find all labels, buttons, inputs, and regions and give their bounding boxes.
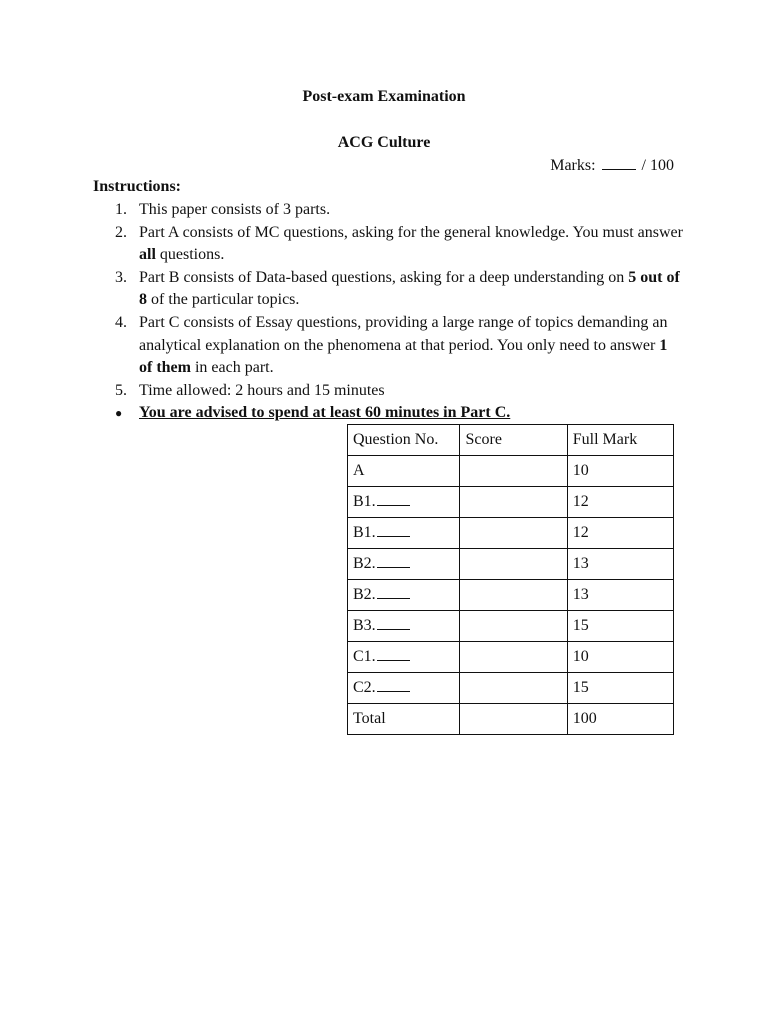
bullet-icon: ● bbox=[115, 406, 123, 421]
instruction-number: 1. bbox=[115, 201, 127, 218]
score-cell[interactable] bbox=[460, 487, 567, 518]
score-cell[interactable] bbox=[460, 704, 567, 735]
instruction-number: 5. bbox=[115, 381, 127, 399]
instruction-text: Part C consists of Essay questions, providing a large range of topics demanding an analytical explanation on the phenomena at that period. You only need to answer bbox=[139, 313, 668, 354]
instruction-advice: You are advised to spend at least 60 minutes in Part C. bbox=[139, 404, 511, 422]
table-row bbox=[348, 487, 674, 518]
score-cell[interactable] bbox=[460, 580, 567, 611]
table-row bbox=[348, 642, 674, 673]
table-row bbox=[348, 518, 674, 549]
instructions-heading: Instructions: bbox=[93, 178, 182, 195]
instruction-text: in each part. bbox=[190, 359, 274, 377]
full-mark-cell: 10 bbox=[567, 456, 673, 487]
instruction-item bbox=[93, 222, 683, 267]
question-number-blank[interactable] bbox=[377, 555, 410, 568]
table-row bbox=[348, 673, 674, 704]
table-row bbox=[348, 549, 674, 580]
table-row bbox=[348, 456, 674, 487]
instruction-text: Part B consists of Data-based questions, asking for a deep understanding on bbox=[139, 268, 629, 286]
question-cell bbox=[348, 549, 460, 580]
question-number-blank[interactable] bbox=[377, 617, 410, 630]
score-cell[interactable] bbox=[460, 611, 567, 642]
question-cell bbox=[348, 456, 460, 487]
question-label: B1. bbox=[353, 493, 376, 510]
marks-total: / 100 bbox=[641, 157, 674, 174]
score-cell[interactable] bbox=[460, 518, 567, 549]
question-label: B3. bbox=[353, 617, 376, 634]
marks-label: Marks: bbox=[550, 157, 596, 174]
question-label: Total bbox=[353, 710, 386, 727]
header-question-no: Question No. bbox=[348, 425, 460, 456]
question-cell bbox=[348, 611, 460, 642]
instruction-text: questions. bbox=[155, 246, 225, 264]
question-cell bbox=[348, 642, 460, 673]
full-mark-cell: 15 bbox=[567, 611, 673, 642]
score-cell[interactable] bbox=[460, 642, 567, 673]
instruction-number: 4. bbox=[115, 313, 127, 331]
instruction-emphasis: all bbox=[139, 246, 156, 264]
header-full-mark: Full Mark bbox=[567, 425, 673, 456]
full-mark-cell: 12 bbox=[567, 487, 673, 518]
score-cell[interactable] bbox=[460, 456, 567, 487]
marks-line bbox=[550, 155, 674, 176]
document-subtitle: ACG Culture bbox=[337, 134, 431, 151]
table-row bbox=[348, 611, 674, 642]
instruction-text: This paper consists of 3 parts. bbox=[139, 201, 331, 218]
full-mark-cell: 15 bbox=[567, 673, 673, 704]
instruction-emphasis: 1 of them bbox=[139, 336, 668, 377]
instruction-item bbox=[93, 267, 683, 312]
score-cell[interactable] bbox=[460, 673, 567, 704]
question-label: B2. bbox=[353, 586, 376, 603]
question-cell bbox=[348, 704, 460, 735]
instruction-text: of the particular topics. bbox=[147, 291, 300, 309]
instruction-text: Time allowed: 2 hours and 15 minutes bbox=[139, 381, 385, 399]
full-mark-cell: 13 bbox=[567, 549, 673, 580]
question-cell bbox=[348, 580, 460, 611]
question-number-blank[interactable] bbox=[377, 679, 410, 692]
full-mark-cell: 12 bbox=[567, 518, 673, 549]
full-mark-cell: 13 bbox=[567, 580, 673, 611]
question-label: B2. bbox=[353, 555, 376, 572]
instruction-item bbox=[93, 380, 683, 403]
question-label: C2. bbox=[353, 679, 376, 696]
question-number-blank[interactable] bbox=[377, 586, 410, 599]
instruction-number: 3. bbox=[115, 268, 127, 286]
header-score: Score bbox=[460, 425, 567, 456]
full-mark-cell: 10 bbox=[567, 642, 673, 673]
question-label: B1. bbox=[353, 524, 376, 541]
question-number-blank[interactable] bbox=[377, 493, 410, 506]
instructions-list bbox=[93, 199, 683, 425]
instruction-number: 2. bbox=[115, 223, 127, 241]
instruction-item bbox=[93, 312, 683, 380]
full-mark-cell: 100 bbox=[567, 704, 673, 735]
score-table bbox=[347, 424, 674, 735]
instruction-emphasis: 5 out of 8 bbox=[139, 268, 680, 309]
table-row bbox=[348, 580, 674, 611]
question-label: A bbox=[353, 462, 365, 479]
question-cell bbox=[348, 673, 460, 704]
instruction-item bbox=[93, 199, 683, 222]
instruction-text: Part A consists of MC questions, asking for the general knowledge. You must answer bbox=[139, 223, 683, 241]
score-cell[interactable] bbox=[460, 549, 567, 580]
table-row-total bbox=[348, 704, 674, 735]
instruction-item bbox=[93, 402, 683, 425]
question-cell bbox=[348, 518, 460, 549]
marks-blank[interactable] bbox=[602, 155, 636, 170]
question-number-blank[interactable] bbox=[377, 524, 410, 537]
table-header-row bbox=[348, 425, 674, 456]
question-label: C1. bbox=[353, 648, 376, 665]
question-number-blank[interactable] bbox=[377, 648, 410, 661]
document-title: Post-exam Examination bbox=[302, 88, 466, 105]
question-cell bbox=[348, 487, 460, 518]
